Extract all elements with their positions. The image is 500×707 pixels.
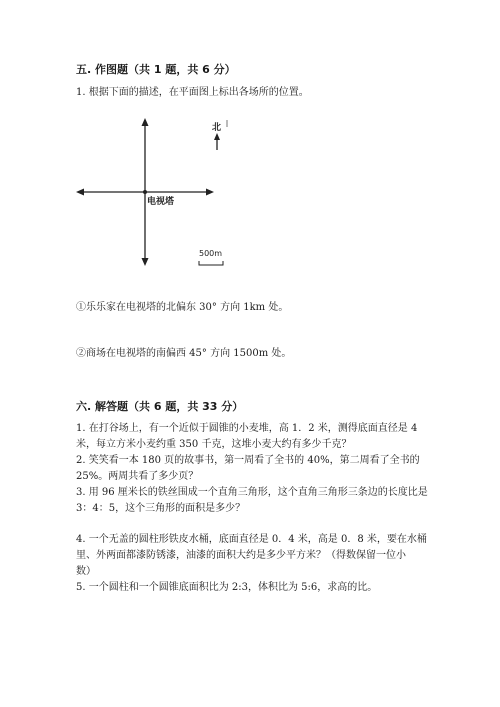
question-6-4-line-2: 里、外两面都漆防锈漆，油漆的面积大约是多少平方米？（得数保留一位小	[76, 550, 406, 561]
question-6-2-line-1: 2. 笑笑看一本 180 页的故事书，第一周看了全书的 40%，第二周看了全书的	[76, 455, 420, 466]
question-6-1-line-2: 米，每立方米小麦约重 350 千克，这堆小麦大约有多少千克？	[76, 439, 352, 450]
question-6-3-line-1: 3. 用 96 厘米长的铁丝围成一个直角三角形，这个直角三角形三条边的长度比是	[76, 487, 428, 498]
north-label: 北	[212, 123, 222, 133]
question-6-4-line-3: 数）	[76, 566, 96, 577]
item-1-text: ①乐乐家在电视塔的北偏东 30° 方向 1km 处。	[76, 302, 289, 313]
scale-bar	[199, 261, 223, 265]
section-6-heading: 六. 解答题（共 6 题，共 33 分）	[76, 400, 244, 413]
question-6-3	[76, 485, 428, 517]
question-6-4	[76, 532, 427, 580]
question-6-1-line-1: 1. 在打谷场上，有一个近似于圆锥的小麦堆，高 1．2 米，测得底面直径是 4	[76, 423, 418, 434]
question-6-2	[76, 453, 420, 485]
north-arrow-icon	[214, 133, 220, 140]
item-2-text: ②商场在电视塔的南偏西 45° 方向 1500m 处。	[76, 348, 292, 359]
question-5-1-text: 1. 根据下面的描述，在平面图上标出各场所的位置。	[76, 87, 309, 98]
tv-tower-label: 电视塔	[147, 197, 175, 207]
direction-diagram	[70, 112, 240, 272]
north-axis-arrowhead	[142, 118, 149, 126]
section-5-heading: 五. 作图题（共 1 题，共 6 分）	[76, 63, 236, 76]
question-6-4-line-1: 4. 一个无盖的圆柱形铁皮水桶，底面直径是 0．4 米，高是 0．8 米，要在水桶	[76, 534, 427, 545]
west-axis-arrowhead	[76, 189, 84, 196]
south-axis-arrowhead	[142, 258, 149, 266]
east-axis-arrowhead	[206, 189, 214, 196]
question-6-3-line-2: 3：4：5，这个三角形的面积是多少？	[76, 503, 246, 514]
question-6-5: 5. 一个圆柱和一个圆锥底面积比为 2:3，体积比为 5:6，求高的比。	[76, 582, 378, 593]
scale-label: 500m	[199, 249, 223, 258]
tv-tower-point	[143, 190, 147, 194]
question-6-1	[76, 421, 417, 453]
question-6-2-line-2: 25%。两周共看了多少页？	[76, 471, 199, 482]
